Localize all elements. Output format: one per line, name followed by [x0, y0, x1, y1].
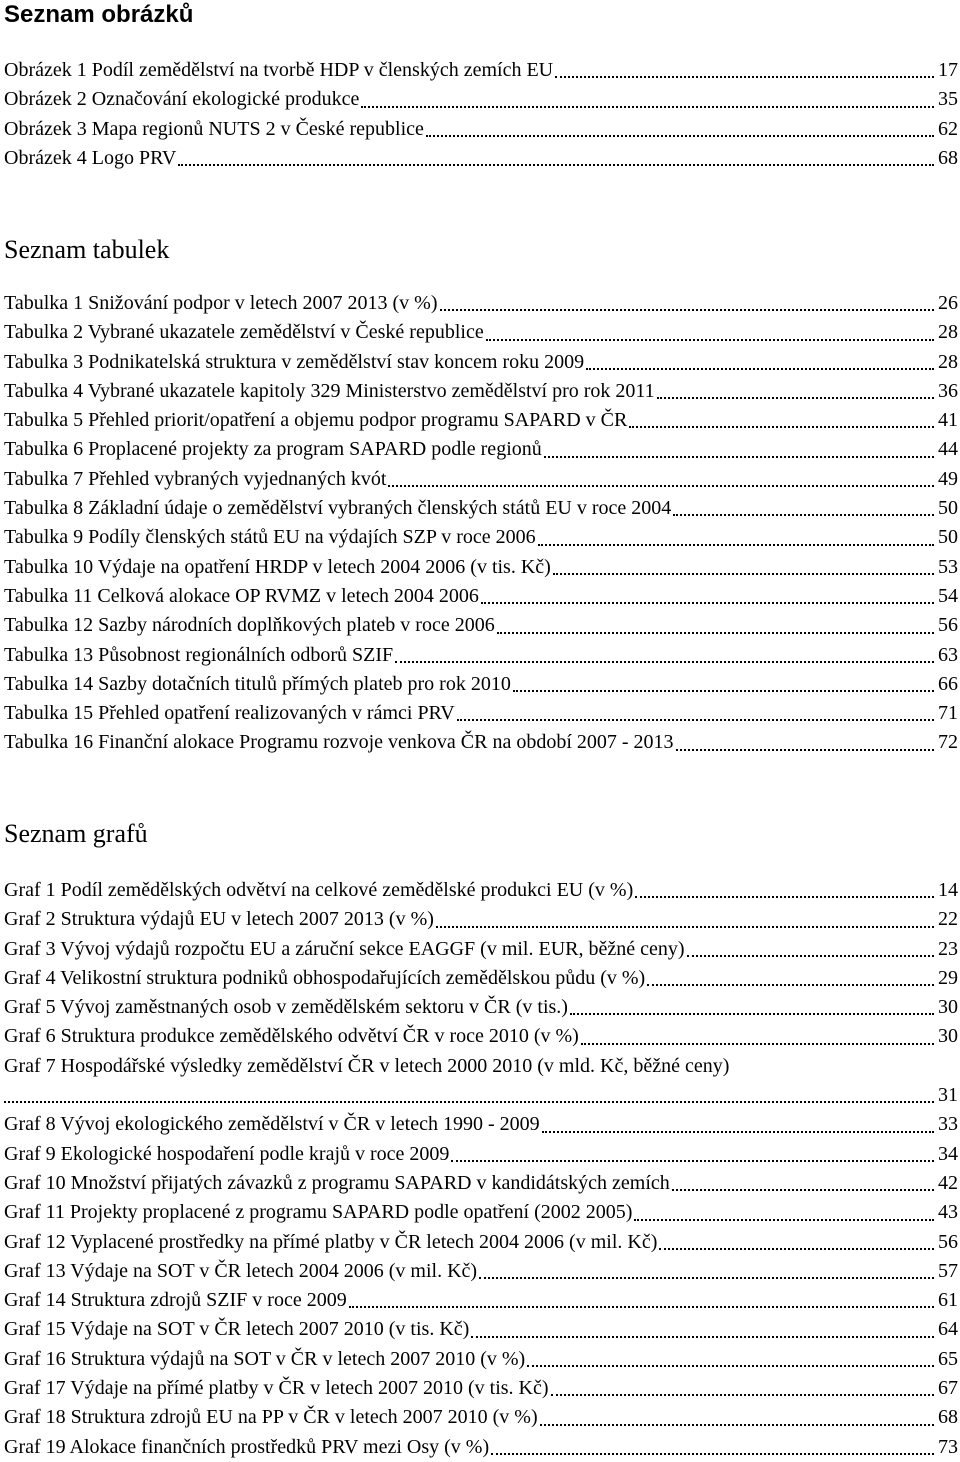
entry-label: Graf 11 Projekty proplacené z programu SAPARD podle opatření (2002 2005)	[4, 1201, 633, 1224]
section-title-tables: Seznam tabulek	[4, 235, 170, 264]
toc-entry[interactable]	[4, 670, 958, 699]
toc-entry[interactable]	[4, 1315, 958, 1344]
toc-entry[interactable]	[4, 728, 958, 757]
toc-entry[interactable]	[4, 289, 958, 318]
entry-label: Graf 15 Výdaje na SOT v ČR letech 2007 2010 (v tis. Kč)	[4, 1318, 470, 1341]
entry-page: 54	[938, 584, 958, 607]
entry-label: Graf 12 Vyplacené prostředky na přímé platby v ČR letech 2004 2006 (v mil. Kč)	[4, 1230, 658, 1253]
toc-entry[interactable]	[4, 1140, 958, 1169]
entry-label: Graf 6 Struktura produkce zemědělského odvětví ČR v roce 2010 (v %)	[4, 1025, 579, 1048]
entry-page: 68	[938, 146, 958, 169]
entry-label: Tabulka 8 Základní údaje o zemědělství vybraných členských států EU v roce 2004	[4, 497, 672, 520]
toc-entry[interactable]	[4, 318, 958, 347]
toc-entry[interactable]	[4, 1374, 958, 1403]
entry-page: 33	[938, 1113, 958, 1136]
dot-leader	[349, 1306, 934, 1308]
entry-page: 50	[938, 526, 958, 549]
dot-leader	[635, 896, 934, 898]
entry-label: Tabulka 12 Sazby národních doplňkových plateb v roce 2006	[4, 614, 495, 637]
entry-label: Tabulka 5 Přehled priorit/opatření a objemu podpor programu SAPARD v ČR	[4, 409, 628, 432]
entry-page: 49	[938, 467, 958, 490]
entry-label: Tabulka 2 Vybrané ukazatele zemědělství v České republice	[4, 321, 484, 344]
dot-leader	[542, 1131, 934, 1133]
toc-entry[interactable]	[4, 115, 958, 144]
toc-entry[interactable]	[4, 964, 958, 993]
dot-leader	[361, 106, 934, 108]
entry-page: 35	[938, 88, 958, 111]
dot-leader	[436, 926, 934, 928]
dot-leader	[570, 1013, 934, 1015]
toc-entry[interactable]	[4, 523, 958, 552]
entry-label: Graf 10 Množství přijatých závazků z programu SAPARD v kandidátských zemích	[4, 1171, 670, 1194]
entry-page: 43	[938, 1201, 958, 1224]
toc-entry[interactable]	[4, 1052, 958, 1111]
toc-entry[interactable]	[4, 935, 958, 964]
entry-page: 31	[938, 1084, 958, 1107]
entry-label: Tabulka 1 Snižování podpor v letech 2007 2013 (v %)	[4, 292, 438, 314]
entry-label: Graf 18 Struktura zdrojů EU na PP v ČR v letech 2007 2010 (v %)	[4, 1406, 538, 1429]
entry-label: Tabulka 11 Celková alokace OP RVMZ v letech 2004 2006	[4, 584, 479, 607]
entry-page: 22	[938, 908, 958, 931]
dot-leader	[551, 1394, 934, 1396]
toc-entry[interactable]	[4, 582, 958, 611]
entry-page: 26	[938, 292, 958, 314]
dot-leader	[486, 339, 934, 341]
entry-page: 29	[938, 966, 958, 989]
entry-label: Graf 13 Výdaje na SOT v ČR letech 2004 2006 (v mil. Kč)	[4, 1259, 478, 1282]
toc-entry[interactable]	[4, 465, 958, 494]
toc-entry[interactable]	[4, 494, 958, 523]
toc-entry[interactable]	[4, 406, 958, 435]
toc-entry[interactable]	[4, 553, 958, 582]
entry-label: Graf 16 Struktura výdajů na SOT v ČR v letech 2007 2010 (v %)	[4, 1347, 526, 1370]
entry-page: 53	[938, 555, 958, 578]
entry-page: 42	[938, 1171, 958, 1194]
entry-page: 23	[938, 937, 958, 960]
entry-label: Tabulka 10 Výdaje na opatření HRDP v letech 2004 2006 (v tis. Kč)	[4, 555, 551, 578]
toc-entry[interactable]	[4, 1345, 958, 1374]
entry-label: Graf 3 Vývoj výdajů rozpočtu EU a záruční sekce EAGGF (v mil. EUR, běžné ceny)	[4, 937, 685, 960]
entry-label: Graf 4 Velikostní struktura podniků obhospodařujících zemědělskou půdu (v %)	[4, 966, 646, 989]
entry-page: 72	[938, 731, 958, 754]
toc-entry[interactable]	[4, 1110, 958, 1139]
graphs-list	[4, 876, 958, 1462]
entry-continuation	[4, 1081, 958, 1110]
dot-leader	[481, 602, 934, 604]
dot-leader	[479, 1277, 934, 1279]
toc-entry[interactable]	[4, 435, 958, 464]
entry-label: Obrázek 3 Mapa regionů NUTS 2 v České republice	[4, 117, 424, 140]
entry-label: Tabulka 16 Finanční alokace Programu rozvoje venkova ČR na období 2007 - 2013	[4, 731, 674, 754]
dot-leader	[657, 397, 934, 399]
dot-leader	[527, 1365, 934, 1367]
entry-page: 73	[938, 1435, 958, 1458]
entry-page: 68	[938, 1406, 958, 1429]
toc-entry[interactable]	[4, 85, 958, 114]
section-title-figures: Seznam obrázků	[4, 1, 194, 28]
dot-leader	[581, 1043, 934, 1045]
toc-entry[interactable]	[4, 993, 958, 1022]
entry-label: Graf 14 Struktura zdrojů SZIF v roce 2009	[4, 1289, 347, 1312]
entry-label: Graf 5 Vývoj zaměstnaných osob v zemědělském sektoru v ČR (v tis.)	[4, 996, 568, 1019]
entry-label: Graf 7 Hospodářské výsledky zemědělství ČR v letech 2000 2010 (v mld. Kč, běžné ceny)	[4, 1054, 730, 1077]
dot-leader	[388, 485, 934, 487]
entry-page: 71	[938, 702, 958, 725]
entry-page: 30	[938, 1025, 958, 1048]
dot-leader	[672, 1189, 934, 1191]
dot-leader	[647, 984, 934, 986]
entry-label: Graf 8 Vývoj ekologického zemědělství v ČR v letech 1990 - 2009	[4, 1113, 540, 1136]
section-title-graphs: Seznam grafů	[4, 819, 148, 848]
entry-label: Tabulka 4 Vybrané ukazatele kapitoly 329 Ministerstvo zemědělství pro rok 2011	[4, 379, 655, 402]
dot-leader	[673, 514, 934, 516]
toc-entry[interactable]	[4, 1257, 958, 1286]
entry-page: 28	[938, 350, 958, 373]
dot-leader	[451, 1160, 934, 1162]
entry-page: 57	[938, 1259, 958, 1282]
dot-leader	[687, 955, 934, 957]
dot-leader	[553, 573, 934, 575]
dot-leader	[676, 749, 934, 751]
dot-leader	[178, 164, 934, 166]
toc-entry[interactable]	[4, 1022, 958, 1051]
entry-label: Graf 17 Výdaje na přímé platby v ČR v letech 2007 2010 (v tis. Kč)	[4, 1377, 549, 1400]
entry-page: 65	[938, 1347, 958, 1370]
entry-label: Graf 1 Podíl zemědělských odvětví na celkové zemědělské produkci EU (v %)	[4, 879, 634, 901]
entry-page: 28	[938, 321, 958, 344]
entry-page: 61	[938, 1289, 958, 1312]
dot-leader	[544, 456, 934, 458]
toc-entry[interactable]	[4, 377, 958, 406]
entry-label: Tabulka 9 Podíly členských států EU na výdajích SZP v roce 2006	[4, 526, 536, 549]
dot-leader	[395, 661, 934, 663]
entry-label: Tabulka 6 Proplacené projekty za program SAPARD podle regionů	[4, 438, 542, 461]
dot-leader	[538, 544, 934, 546]
figures-list	[4, 56, 958, 173]
entry-label: Obrázek 2 Označování ekologické produkce	[4, 88, 360, 111]
dot-leader	[629, 426, 934, 428]
entry-page: 62	[938, 117, 958, 140]
entry-label: Obrázek 4 Logo PRV	[4, 146, 177, 169]
toc-entry[interactable]	[4, 144, 958, 173]
dot-leader	[634, 1219, 934, 1221]
entry-page: 56	[938, 614, 958, 637]
toc-entry[interactable]	[4, 348, 958, 377]
entry-label: Graf 19 Alokace finančních prostředků PRV mezi Osy (v %)	[4, 1435, 490, 1458]
dot-leader	[457, 719, 934, 721]
toc-entry[interactable]	[4, 611, 958, 640]
toc-entry[interactable]	[4, 699, 958, 728]
entry-page: 17	[938, 59, 958, 81]
tables-list	[4, 289, 958, 758]
dot-leader	[586, 368, 934, 370]
toc-entry[interactable]	[4, 1433, 958, 1462]
entry-label: Tabulka 15 Přehled opatření realizovaných v rámci PRV	[4, 702, 455, 725]
toc-entry[interactable]	[4, 1403, 958, 1432]
entry-label: Tabulka 3 Podnikatelská struktura v zemědělství stav koncem roku 2009	[4, 350, 585, 373]
entry-page: 50	[938, 497, 958, 520]
entry-page: 44	[938, 438, 958, 461]
entry-page: 64	[938, 1318, 958, 1341]
entry-page: 66	[938, 672, 958, 695]
entry-page: 41	[938, 409, 958, 432]
toc-entry[interactable]	[4, 905, 958, 934]
entry-label: Graf 9 Ekologické hospodaření podle krajů v roce 2009	[4, 1142, 450, 1165]
entry-label: Graf 2 Struktura výdajů EU v letech 2007 2013 (v %)	[4, 908, 434, 931]
entry-label: Obrázek 1 Podíl zemědělství na tvorbě HDP v členských zemích EU	[4, 59, 554, 81]
dot-leader	[471, 1336, 934, 1338]
dot-leader	[426, 135, 934, 137]
dot-leader	[659, 1248, 934, 1250]
entry-page: 30	[938, 996, 958, 1019]
toc-entry[interactable]	[4, 1228, 958, 1257]
entry-page: 56	[938, 1230, 958, 1253]
dot-leader	[555, 76, 934, 78]
dot-leader	[4, 1101, 934, 1103]
dot-leader	[540, 1424, 934, 1426]
dot-leader	[440, 309, 934, 311]
toc-entry[interactable]	[4, 1169, 958, 1198]
toc-entry[interactable]	[4, 876, 958, 905]
dot-leader	[497, 632, 934, 634]
toc-entry[interactable]	[4, 641, 958, 670]
entry-page: 67	[938, 1377, 958, 1400]
entry-label: Tabulka 14 Sazby dotačních titulů přímých plateb pro rok 2010	[4, 672, 511, 695]
toc-entry[interactable]	[4, 1286, 958, 1315]
dot-leader	[491, 1453, 934, 1455]
entry-label: Tabulka 7 Přehled vybraných vyjednaných kvót	[4, 467, 387, 490]
toc-entry[interactable]	[4, 56, 958, 85]
entry-page: 63	[938, 643, 958, 666]
toc-entry[interactable]	[4, 1198, 958, 1227]
entry-page: 34	[938, 1142, 958, 1165]
entry-label: Tabulka 13 Působnost regionálních odborů SZIF	[4, 643, 394, 666]
dot-leader	[513, 690, 934, 692]
entry-page: 14	[938, 879, 958, 901]
entry-page: 36	[938, 379, 958, 402]
